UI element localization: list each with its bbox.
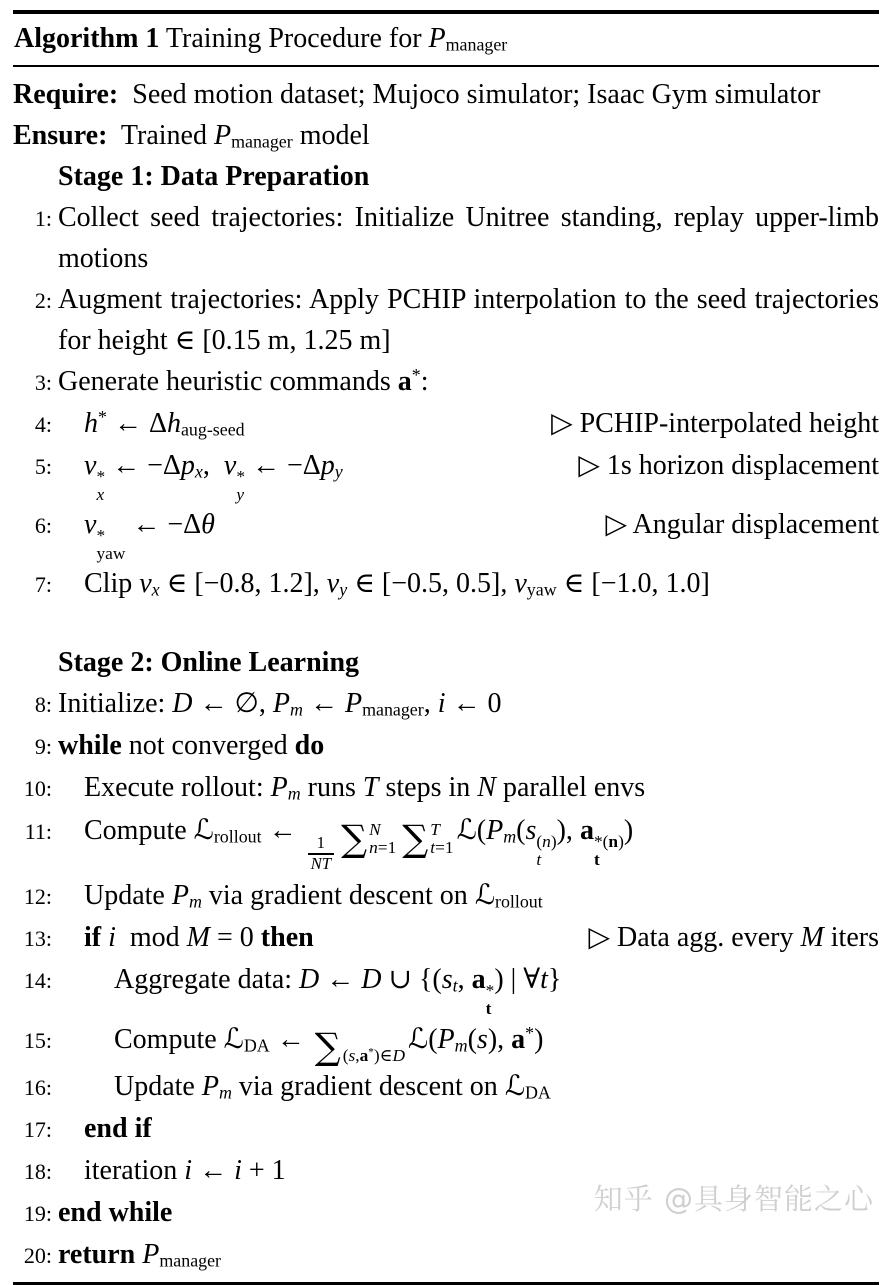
step-code: Initialize: D ← ∅, Pm ← Pmanager, i ← 0 bbox=[58, 688, 502, 721]
watermark: 知乎 @具身智能之心 bbox=[593, 1182, 874, 1216]
algorithm-step bbox=[13, 959, 879, 1018]
step-code: v * x ← −Δpx, v * y ← −Δpy bbox=[84, 450, 343, 505]
algorithm-step bbox=[13, 1108, 879, 1150]
algorithm-step bbox=[13, 361, 879, 403]
algorithm-body bbox=[13, 67, 879, 1276]
step-code: Clip vx ∈ [−0.8, 1.2], vy ∈ [−0.5, 0.5], vyaw ∈ [−1.0, 1.0] bbox=[84, 568, 710, 601]
line-number: 20: bbox=[23, 1243, 52, 1269]
algorithm-step bbox=[13, 767, 879, 809]
line-number: 9: bbox=[34, 734, 52, 760]
line-number: 2: bbox=[34, 288, 52, 313]
line-number: 17: bbox=[23, 1117, 52, 1143]
sum-symbol: ∑ bbox=[314, 1025, 341, 1069]
algorithm-step bbox=[13, 1018, 879, 1069]
algorithm-step bbox=[13, 445, 879, 504]
algorithm-block bbox=[13, 10, 879, 1285]
algorithm-step bbox=[13, 917, 879, 959]
step-comment: ▷ PCHIP-interpolated height bbox=[551, 408, 879, 439]
line-number: 15: bbox=[23, 1028, 52, 1054]
algorithm-caption: Algorithm 1 Training Procedure for Pmanager bbox=[14, 23, 508, 55]
line-number: 5: bbox=[34, 454, 52, 479]
step-code: v * yaw ← −Δθ bbox=[84, 509, 215, 564]
step-comment: ▷ Data agg. every M iters bbox=[588, 921, 879, 953]
algorithm-step bbox=[13, 809, 879, 873]
line-number: 18: bbox=[23, 1159, 52, 1185]
algorithm-require: Require: Seed motion dataset; Mujoco simulator; Isaac Gym simulator bbox=[13, 79, 821, 110]
line-number: 6: bbox=[34, 513, 52, 539]
algorithm-step bbox=[13, 197, 879, 279]
step-code: if i mod M = 0 then bbox=[84, 921, 314, 953]
step-code: h* ← Δhaug-seed bbox=[84, 407, 245, 440]
algorithm-step bbox=[13, 504, 879, 563]
line-number: 12: bbox=[23, 883, 52, 909]
line-number: 7: bbox=[34, 572, 52, 598]
line-number: 3: bbox=[34, 370, 52, 395]
algorithm-step bbox=[13, 874, 879, 917]
step-code: end while bbox=[58, 1197, 173, 1229]
line-number: 11: bbox=[24, 819, 52, 845]
algorithm-stage: Stage 1: Data Preparation bbox=[58, 161, 370, 192]
line-number: 1: bbox=[34, 206, 52, 231]
step-code: Compute ℒrollout ← $\frac{1}{NT}$ ∑ N n=1 ∑ T t=1 ℒ(Pm(s (n) t ), a *(n) t ) bbox=[84, 813, 634, 874]
step-code: while not converged do bbox=[58, 730, 325, 762]
step-comment: ▷ Angular displacement bbox=[605, 509, 879, 541]
line-number: 8: bbox=[34, 692, 52, 718]
algorithm-step bbox=[13, 1065, 879, 1108]
algorithm-ensure: Ensure: Trained Pmanager model bbox=[13, 120, 370, 152]
step-code: return Pmanager bbox=[58, 1239, 221, 1271]
line-number: 19: bbox=[23, 1201, 52, 1227]
line-number: 14: bbox=[23, 967, 52, 993]
step-code: Aggregate data: D ← D ∪ {(st, a * t ) | ∀t} bbox=[114, 963, 562, 1018]
algorithm-step bbox=[13, 683, 879, 725]
algorithm-step bbox=[13, 563, 879, 605]
algorithm-step bbox=[13, 725, 879, 767]
algorithm-step bbox=[13, 1234, 879, 1276]
step-code: Execute rollout: Pm runs T steps in N parallel envs bbox=[84, 772, 646, 805]
algorithm-step bbox=[13, 279, 879, 361]
line-number: 13: bbox=[23, 925, 52, 951]
sum-symbol: ∑ bbox=[341, 816, 368, 860]
line-number: 10: bbox=[23, 776, 52, 802]
step-code: Augment trajectories: Apply PCHIP interpolation to the seed trajectories for height ∈ [0.15 m, 1.25 m] bbox=[58, 284, 879, 356]
step-code: Compute ℒDA ← ∑ (s,a*)∈D ℒ(Pm(s), a*) bbox=[114, 1022, 544, 1069]
step-code: Update Pm via gradient descent on ℒrollout bbox=[84, 877, 543, 912]
line-number: 16: bbox=[23, 1075, 52, 1101]
step-code: Collect seed trajectories: Initialize Unitree standing, replay upper-limb motions bbox=[58, 202, 879, 274]
sum-symbol: ∑ bbox=[402, 816, 429, 860]
step-code: end if bbox=[84, 1113, 152, 1145]
step-code: iteration i ← i + 1 bbox=[84, 1155, 286, 1187]
step-code: Generate heuristic commands a*: bbox=[58, 365, 429, 397]
algorithm-step bbox=[13, 403, 879, 445]
step-code: Update Pm via gradient descent on ℒDA bbox=[114, 1069, 551, 1103]
algorithm-stage: Stage 2: Online Learning bbox=[58, 647, 360, 679]
step-comment: ▷ 1s horizon displacement bbox=[578, 450, 879, 481]
line-number: 4: bbox=[34, 412, 52, 437]
